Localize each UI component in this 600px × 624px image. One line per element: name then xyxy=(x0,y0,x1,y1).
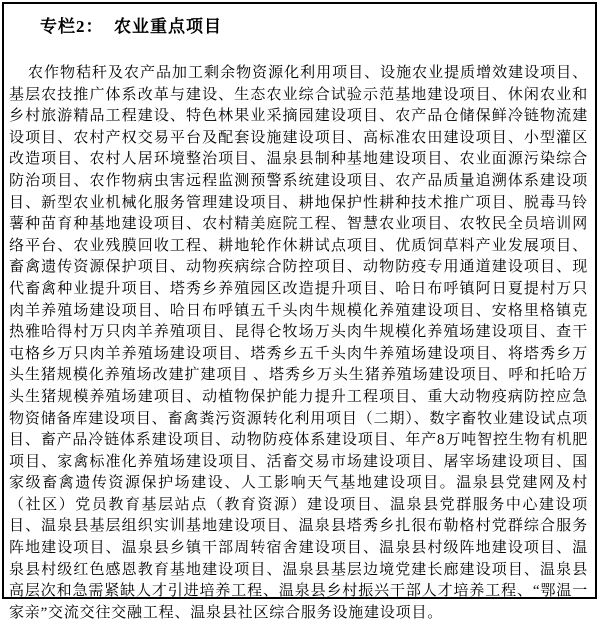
callout-box xyxy=(2,2,597,621)
box-paragraph: 农作物秸秆及农产品加工剩余物资源化利用项目、设施农业提质增效建设项目、基层农技推广体系改革与建设、生态农业综合试验示范基地建设项目、休闲农业和乡村旅游精品工程建设、特色林果业采摘园建设项目、农产品仓储保鲜冷链物流建设项目、农村产权交易平台及配套设施建设项目、高标准农田建设项目、小型灌区改造项目、农村人居环境整治项目、温泉县制种基地建设项目、农业面源污染综合防治项目、农作物病虫害远程监测预警系统建设项目、农产品质量追溯体系建设项目、新型农业机械化服务管理建设项目、耕地保护性耕种技术推广项目、脱毒马铃薯种苗育种基地建设项目、农村精美庭院工程、智慧农业项目、农牧民全员培训网络平台、农业残膜回收工程、耕地轮作休耕试点项目、优质饲草料产业发展项目、畜禽遗传资源保护项目、动物疾病综合防控项目、动物防疫专用通道建设项目、现代畜禽种业提升项目、塔秀乡养殖园区改造提升项目、哈日布呼镇阿日夏提村万只肉羊养殖场建设项目、哈日布呼镇五千头肉牛规模化养殖建设项目、安格里格镇克热雅哈得村万只肉羊养殖项目、昆得仑牧场万头肉牛规模化养殖场建设项目、查干屯格乡万只肉羊养殖场建设项目、塔秀乡五千头肉牛养殖场建设项目、将塔秀乡万头生猪规模化养殖场改建扩建项目 、塔秀乡万头生猪养殖场建设项目、呼和托哈万头生猪规模养殖场建项目、动植物保护能力提升工程项目、重大动物疫病防控应急物资储备库建设项目、畜禽粪污资源转化利用项目（二期）、数字畜牧业建设试点项目、畜产品冷链体系建设项目、动物防疫体系建设项目、年产8万吨智控生物有机肥项目、家禽标准化养殖场建设项目、活畜交易市场建设项目、屠宰场建设项目、国家级畜禽遗传资源保护场建设、人工影响天气基地建设项目。温泉县党建网及村（社区）党员教育基层站点（教育资源）建设项目、温泉县党群服务中心建设项目、温泉县基层组织实训基地建设项目、温泉县塔秀乡扎很布勒格村党群综合服务阵地建设项目、温泉县乡镇干部周转宿舍建设项目、温泉县村级阵地建设项目、温泉县村级红色感恩教育基地建设项目、温泉县基层边境党建长廊建设项目、温泉县高层次和急需紧缺人才引进培养工程、温泉县乡村振兴干部人才培养工程、“鄂温一家亲”交流交往交融工程、温泉县社区综合服务设施建设项目。 xyxy=(9,65,588,621)
box-title: 专栏2： 农业重点项目 xyxy=(40,17,222,36)
